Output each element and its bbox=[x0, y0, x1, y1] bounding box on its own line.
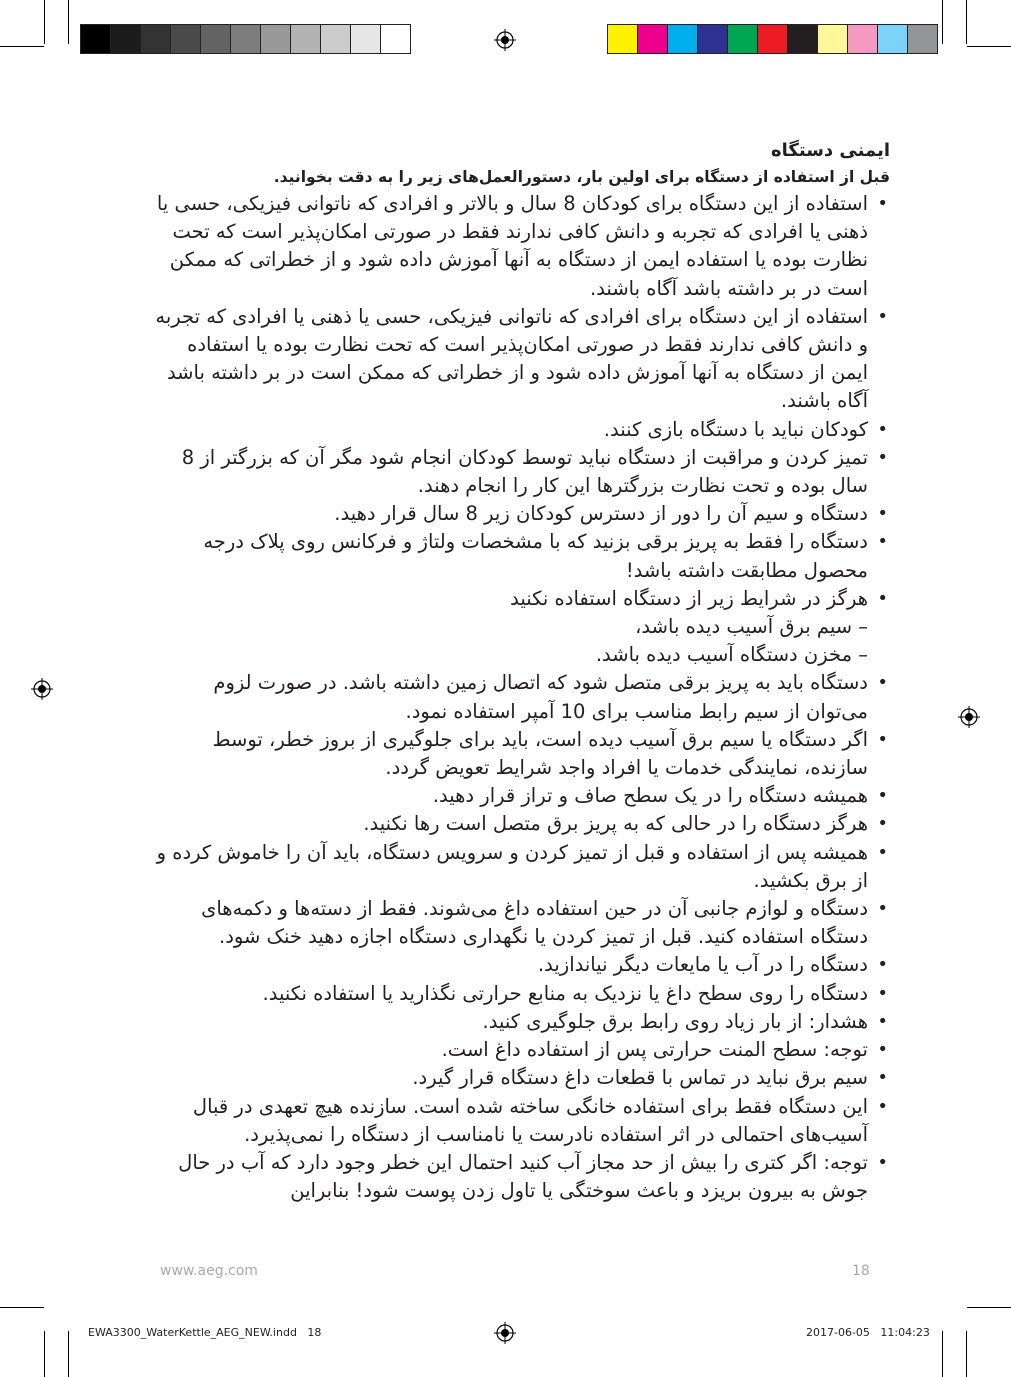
section-title: ایمنی دستگاه bbox=[771, 140, 890, 161]
list-item: • سیم برق نباید در تماس با قطعات داغ دستگاه قرار گیرد. bbox=[155, 1064, 890, 1092]
crop-mark-bottom-right-v2 bbox=[966, 1331, 967, 1377]
list-item: • این دستگاه فقط برای استفاده خانگی ساخته شده است. سازنده هیچ تعهدی در قبال آسیب‌های احتمالی در اثر استفاده نادرست یا نامناسب از دستگاه را نمی‌پذیرد. bbox=[155, 1093, 890, 1149]
color-swatch bbox=[81, 25, 111, 53]
crop-mark-top-left-v2 bbox=[68, 0, 69, 44]
list-item: • دستگاه باید به پریز برقی متصل شود که اتصال زمین داشته باشد. در صورت لزوم می‌توان از سیم رابط مناسب برای 10 آمپر استفاده نمود. bbox=[155, 669, 890, 725]
never-use-lead: • هرگز در شرایط زیر از دستگاه استفاده نکنید bbox=[510, 586, 868, 610]
list-item: • دستگاه را روی سطح داغ یا نزدیک به منابع حرارتی نگذارید یا استفاده نکنید. bbox=[155, 980, 890, 1008]
list-item: • توجه: سطح المنت حرارتی پس از استفاده داغ است. bbox=[155, 1036, 890, 1064]
color-swatch bbox=[728, 25, 758, 53]
color-swatch bbox=[321, 25, 351, 53]
color-swatch bbox=[291, 25, 321, 53]
color-swatch bbox=[381, 25, 410, 53]
crop-mark-bottom-right-v bbox=[942, 1331, 943, 1377]
list-item: • همیشه پس از استفاده و قبل از تمیز کردن و سرویس دستگاه، باید آن را خاموش کرده و از برق بکشید. bbox=[155, 839, 890, 895]
safety-list bbox=[155, 190, 890, 1205]
crop-mark-top-right-v2 bbox=[942, 0, 943, 44]
list-item: • توجه: اگر کتری را بیش از حد مجاز آب کنید احتمال این خطر وجود دارد که آب در حال جوش به بیرون بریزد و باعث سوختگی یا تاول زدن پوست شود! بنابراین bbox=[155, 1149, 890, 1205]
never-use-sub-1: – سیم برق آسیب دیده باشد، bbox=[635, 615, 868, 639]
color-swatch bbox=[878, 25, 908, 53]
color-swatch bbox=[141, 25, 171, 53]
slug-datetime: 2017-06-05 11:04:23 bbox=[806, 1326, 930, 1339]
color-swatch bbox=[638, 25, 668, 53]
color-swatch bbox=[171, 25, 201, 53]
registration-mark-icon bbox=[494, 29, 516, 51]
list-item: • دستگاه و سیم آن را دور از دسترس کودکان زیر 8 سال قرار دهید. bbox=[155, 500, 890, 528]
never-use-sub-2: – مخزن دستگاه آسیب دیده باشد. bbox=[595, 643, 868, 667]
list-item: • دستگاه و لوازم جانبی آن در حین استفاده داغ می‌شوند. فقط از دسته‌ها و دکمه‌های دستگاه استفاده کنید. قبل از تمیز کردن یا نگهداری دستگاه اجازه دهید خنک شود. bbox=[155, 895, 890, 951]
page-number: 18 bbox=[852, 1263, 870, 1279]
crop-mark-top-right-h bbox=[967, 46, 1011, 47]
color-swatch bbox=[758, 25, 788, 53]
list-item: • تمیز کردن و مراقبت از دستگاه نباید توسط کودکان انجام شود مگر آن که بزرگتر از 8 سال بوده و تحت نظارت بزرگترها این کار را انجام دهند. bbox=[155, 444, 890, 500]
crop-mark-top-right-v bbox=[966, 0, 967, 44]
color-swatch bbox=[111, 25, 141, 53]
color-swatch bbox=[908, 25, 937, 53]
registration-mark-icon bbox=[494, 1322, 516, 1344]
color-swatch bbox=[351, 25, 381, 53]
registration-mark-icon bbox=[958, 706, 980, 728]
list-item-never-use bbox=[155, 585, 890, 670]
list-item: • اگر دستگاه یا سیم برق آسیب دیده است، باید برای جلوگیری از بروز خطر، توسط سازنده، نمایندگی خدمات یا افراد واجد شرایط تعویض گردد. bbox=[155, 726, 890, 782]
color-swatch bbox=[668, 25, 698, 53]
footer-url: www.aeg.com bbox=[160, 1263, 258, 1279]
color-swatch bbox=[788, 25, 818, 53]
crop-mark-bottom-left-v2 bbox=[44, 1331, 45, 1377]
color-swatch bbox=[698, 25, 728, 53]
list-item: • دستگاه را فقط به پریز برقی بزنید که با مشخصات ولتاژ و فرکانس روی پلاک درجه محصول مطابقت داشته باشد! bbox=[155, 528, 890, 584]
crop-mark-bottom-right-h bbox=[967, 1307, 1011, 1308]
safety-section bbox=[155, 138, 890, 1205]
color-swatch bbox=[261, 25, 291, 53]
list-item: • هشدار: از بار زیاد روی رابط برق جلوگیری کنید. bbox=[155, 1008, 890, 1036]
crop-mark-top-left-v bbox=[44, 0, 45, 44]
process-color-bar bbox=[607, 24, 938, 54]
color-swatch bbox=[231, 25, 261, 53]
list-item: • همیشه دستگاه را در یک سطح صاف و تراز قرار دهید. bbox=[155, 782, 890, 810]
list-item: • استفاده از این دستگاه برای افرادی که ناتوانی فیزیکی، حسی یا ذهنی یا افرادی که تجربه و دانش کافی ندارند فقط در صورتی امکان‌پذیر است که تحت نظارت بوده یا استفاده ایمن از دستگاه به آنها آموزش داده شود و از خطراتی که ممکن است در بر داشته باشد آگاه باشند. bbox=[155, 303, 890, 416]
list-item: • استفاده از این دستگاه برای کودکان 8 سال و بالاتر و افرادی که ناتوانی فیزیکی، حسی یا ذهنی یا افرادی که تجربه و دانش کافی ندارند فقط در صورتی امکان‌پذیر است که تحت نظارت بوده یا استفاده ایمن از دستگاه به آنها آموزش داده شود و از خطراتی که ممکن است در بر داشته باشد آگاه باشند. bbox=[155, 190, 890, 303]
crop-mark-bottom-left-v bbox=[68, 1331, 69, 1377]
color-swatch bbox=[608, 25, 638, 53]
list-item: • دستگاه را در آب یا مایعات دیگر نیاندازید. bbox=[155, 951, 890, 979]
grayscale-color-bar bbox=[80, 24, 411, 54]
slug-filename: EWA3300_WaterKettle_AEG_NEW.indd 18 bbox=[88, 1326, 322, 1339]
crop-mark-top-left-h bbox=[0, 46, 44, 47]
color-swatch bbox=[201, 25, 231, 53]
intro-text: قبل از استفاده از دستگاه برای اولین بار، دستورالعمل‌های زیر را به دقت بخوانید. bbox=[273, 168, 890, 186]
list-item: • کودکان نباید با دستگاه بازی کنند. bbox=[155, 416, 890, 444]
crop-mark-bottom-left-h bbox=[0, 1307, 44, 1308]
list-item: • هرگز دستگاه را در حالی که به پریز برق متصل است رها نکنید. bbox=[155, 810, 890, 838]
registration-mark-icon bbox=[31, 678, 53, 700]
color-swatch bbox=[818, 25, 848, 53]
color-swatch bbox=[848, 25, 878, 53]
